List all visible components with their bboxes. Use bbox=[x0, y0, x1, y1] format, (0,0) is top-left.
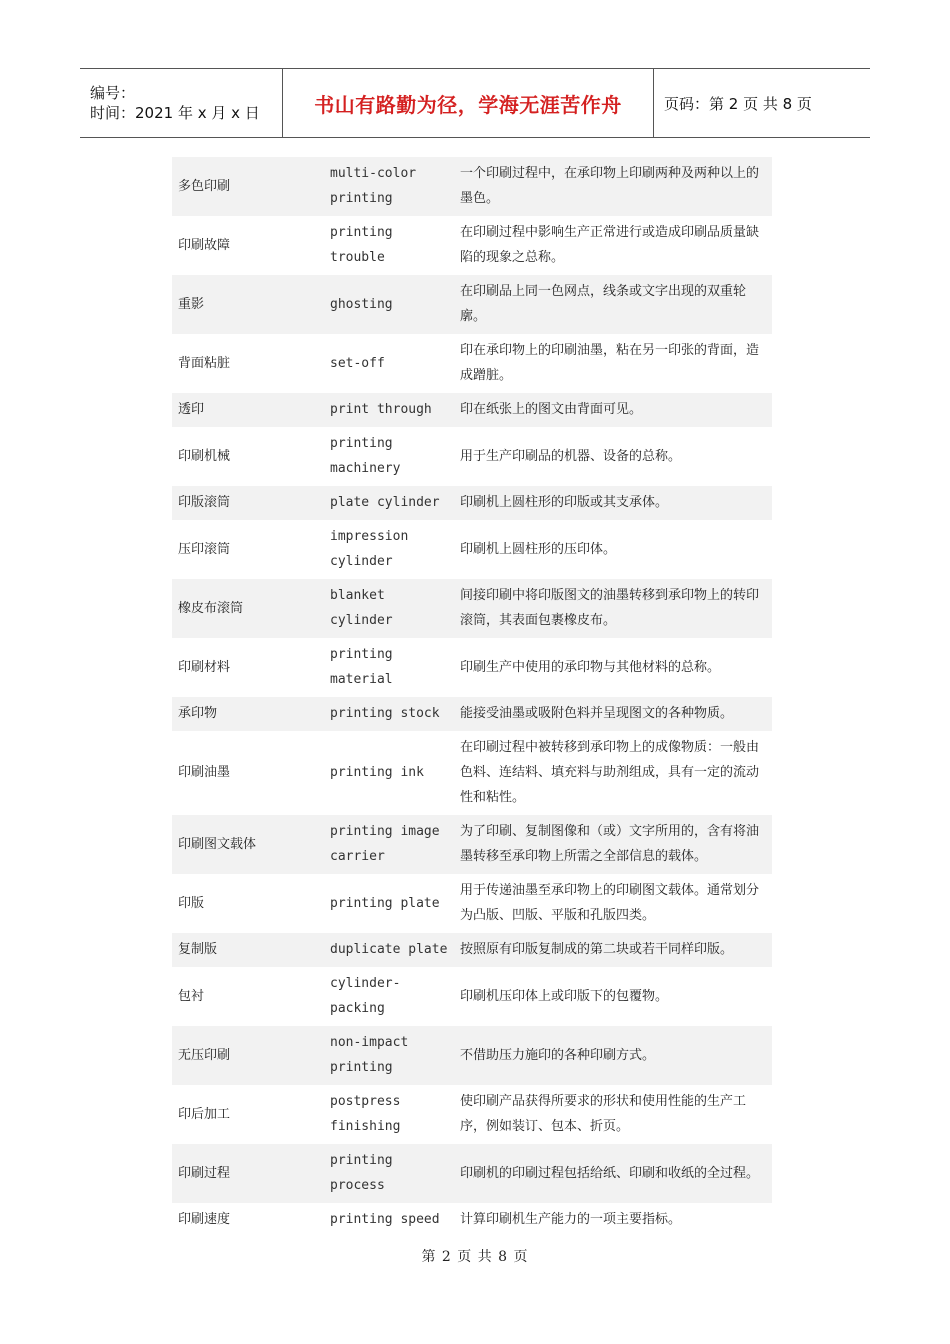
header-motto: 书山有路勤为径，学海无涯苦作舟 bbox=[314, 92, 622, 117]
term-chinese: 印后加工 bbox=[178, 1106, 231, 1122]
header-page-info: 页码：第 2 页 共 8 页 bbox=[664, 94, 812, 113]
term-definition: 在印刷过程中影响生产正常进行或造成印刷品质量缺陷的现象之总称。 bbox=[460, 225, 760, 265]
table-row bbox=[172, 216, 772, 275]
term-english: non-impact printing bbox=[324, 1026, 454, 1085]
page-footer: 第 2 页 共 8 页 bbox=[421, 1249, 529, 1265]
term-chinese: 印刷速度 bbox=[178, 1212, 231, 1227]
term-english: printing image carrier bbox=[324, 815, 454, 874]
term-chinese: 印刷过程 bbox=[172, 1144, 324, 1203]
term-english: multi-color printing bbox=[324, 157, 454, 216]
term-english: printing plate bbox=[330, 895, 440, 911]
term-chinese: 印版 bbox=[178, 895, 205, 911]
term-english: printing stock bbox=[324, 697, 454, 731]
term-english: postpress finishing bbox=[330, 1094, 401, 1134]
term-english: printing material bbox=[330, 647, 393, 687]
term-chinese: 多色印刷 bbox=[172, 157, 324, 216]
header-meta bbox=[80, 69, 282, 137]
term-chinese: 印刷油墨 bbox=[178, 765, 231, 780]
term-chinese: 承印物 bbox=[172, 697, 324, 731]
term-definition: 为了印刷、复制图像和（或）文字所用的，含有将油墨转移至承印物上所需之全部信息的载体。 bbox=[454, 815, 772, 874]
term-definition: 印刷机的印刷过程包括给纸、印刷和收纸的全过程。 bbox=[454, 1144, 772, 1203]
table-row bbox=[172, 1085, 772, 1144]
term-english: impression cylinder bbox=[330, 529, 409, 569]
table-row bbox=[172, 275, 772, 334]
term-definition: 印刷生产中使用的承印物与其他材料的总称。 bbox=[460, 659, 721, 675]
table-row bbox=[172, 334, 772, 393]
term-definition: 计算印刷机生产能力的一项主要指标。 bbox=[460, 1212, 682, 1227]
table-row bbox=[172, 520, 772, 579]
term-definition: 能接受油墨或吸附色料并呈现图文的各种物质。 bbox=[454, 697, 772, 731]
term-english: cylinder-packing bbox=[330, 976, 401, 1016]
term-chinese: 印刷机械 bbox=[178, 448, 231, 464]
term-definition: 印刷机上圆柱形的印版或其支承体。 bbox=[454, 486, 772, 520]
table-row bbox=[172, 1203, 772, 1237]
term-chinese: 背面粘脏 bbox=[178, 355, 231, 371]
table-row bbox=[172, 393, 772, 427]
header-page-info-cell bbox=[654, 69, 870, 137]
term-english: set-off bbox=[330, 355, 385, 371]
terminology-table-body bbox=[172, 157, 772, 1237]
term-definition: 印在承印物上的印刷油墨，粘在另一印张的背面，造成蹭脏。 bbox=[460, 343, 760, 383]
term-chinese: 印刷图文载体 bbox=[172, 815, 324, 874]
term-definition: 不借助压力施印的各种印刷方式。 bbox=[454, 1026, 772, 1085]
page-header bbox=[80, 68, 870, 138]
table-row bbox=[172, 638, 772, 697]
table-row bbox=[172, 815, 772, 874]
term-definition: 印刷机压印体上或印版下的包覆物。 bbox=[460, 988, 669, 1004]
term-chinese: 包衬 bbox=[178, 988, 205, 1004]
term-definition: 在印刷品上同一色网点，线条或文字出现的双重轮廓。 bbox=[454, 275, 772, 334]
term-definition: 使印刷产品获得所要求的形状和使用性能的生产工序，例如装订、包本、折页。 bbox=[460, 1094, 747, 1134]
table-row bbox=[172, 486, 772, 520]
term-english: printing process bbox=[324, 1144, 454, 1203]
table-row bbox=[172, 1144, 772, 1203]
table-row bbox=[172, 967, 772, 1026]
term-chinese: 透印 bbox=[172, 393, 324, 427]
term-definition: 用于生产印刷品的机器、设备的总称。 bbox=[460, 448, 682, 464]
table-row bbox=[172, 933, 772, 967]
term-definition: 印刷机上圆柱形的压印体。 bbox=[460, 541, 617, 557]
table-row bbox=[172, 157, 772, 216]
header-motto-cell bbox=[282, 69, 654, 137]
table-row bbox=[172, 579, 772, 638]
term-chinese: 印版滚筒 bbox=[172, 486, 324, 520]
term-chinese: 复制版 bbox=[172, 933, 324, 967]
term-english: blanket cylinder bbox=[324, 579, 454, 638]
term-definition: 按照原有印版复制成的第二块或若干同样印版。 bbox=[454, 933, 772, 967]
term-chinese: 重影 bbox=[172, 275, 324, 334]
terminology-table bbox=[172, 157, 772, 1237]
table-row bbox=[172, 427, 772, 486]
term-english: plate cylinder bbox=[324, 486, 454, 520]
term-chinese: 印刷材料 bbox=[178, 659, 231, 675]
table-row bbox=[172, 731, 772, 815]
term-english: printing speed bbox=[330, 1212, 440, 1227]
term-definition: 间接印刷中将印版图文的油墨转移到承印物上的转印滚筒，其表面包裹橡皮布。 bbox=[454, 579, 772, 638]
term-chinese: 橡皮布滚筒 bbox=[172, 579, 324, 638]
term-definition: 在印刷过程中被转移到承印物上的成像物质：一般由色料、连结料、填充料与助剂组成，具有一定的流动性和粘性。 bbox=[460, 740, 760, 805]
term-english: ghosting bbox=[324, 275, 454, 334]
table-row bbox=[172, 874, 772, 933]
term-chinese: 印刷故障 bbox=[178, 237, 231, 253]
document-time-label: 时间：2021 年 x 月 x 日 bbox=[90, 104, 260, 122]
term-chinese: 无压印刷 bbox=[172, 1026, 324, 1085]
term-english: print through bbox=[324, 393, 454, 427]
term-english: printing machinery bbox=[330, 436, 401, 476]
term-english: printing ink bbox=[330, 765, 424, 780]
term-definition: 一个印刷过程中，在承印物上印刷两种及两种以上的墨色。 bbox=[454, 157, 772, 216]
term-english: duplicate plate bbox=[324, 933, 454, 967]
term-chinese: 压印滚筒 bbox=[178, 541, 231, 557]
document-number-label: 编号： bbox=[90, 84, 136, 102]
term-definition: 印在纸张上的图文由背面可见。 bbox=[454, 393, 772, 427]
table-row bbox=[172, 1026, 772, 1085]
table-row bbox=[172, 697, 772, 731]
term-definition: 用于传递油墨至承印物上的印刷图文载体。通常划分为凸版、凹版、平版和孔版四类。 bbox=[460, 883, 760, 923]
term-english: printing trouble bbox=[330, 225, 393, 265]
